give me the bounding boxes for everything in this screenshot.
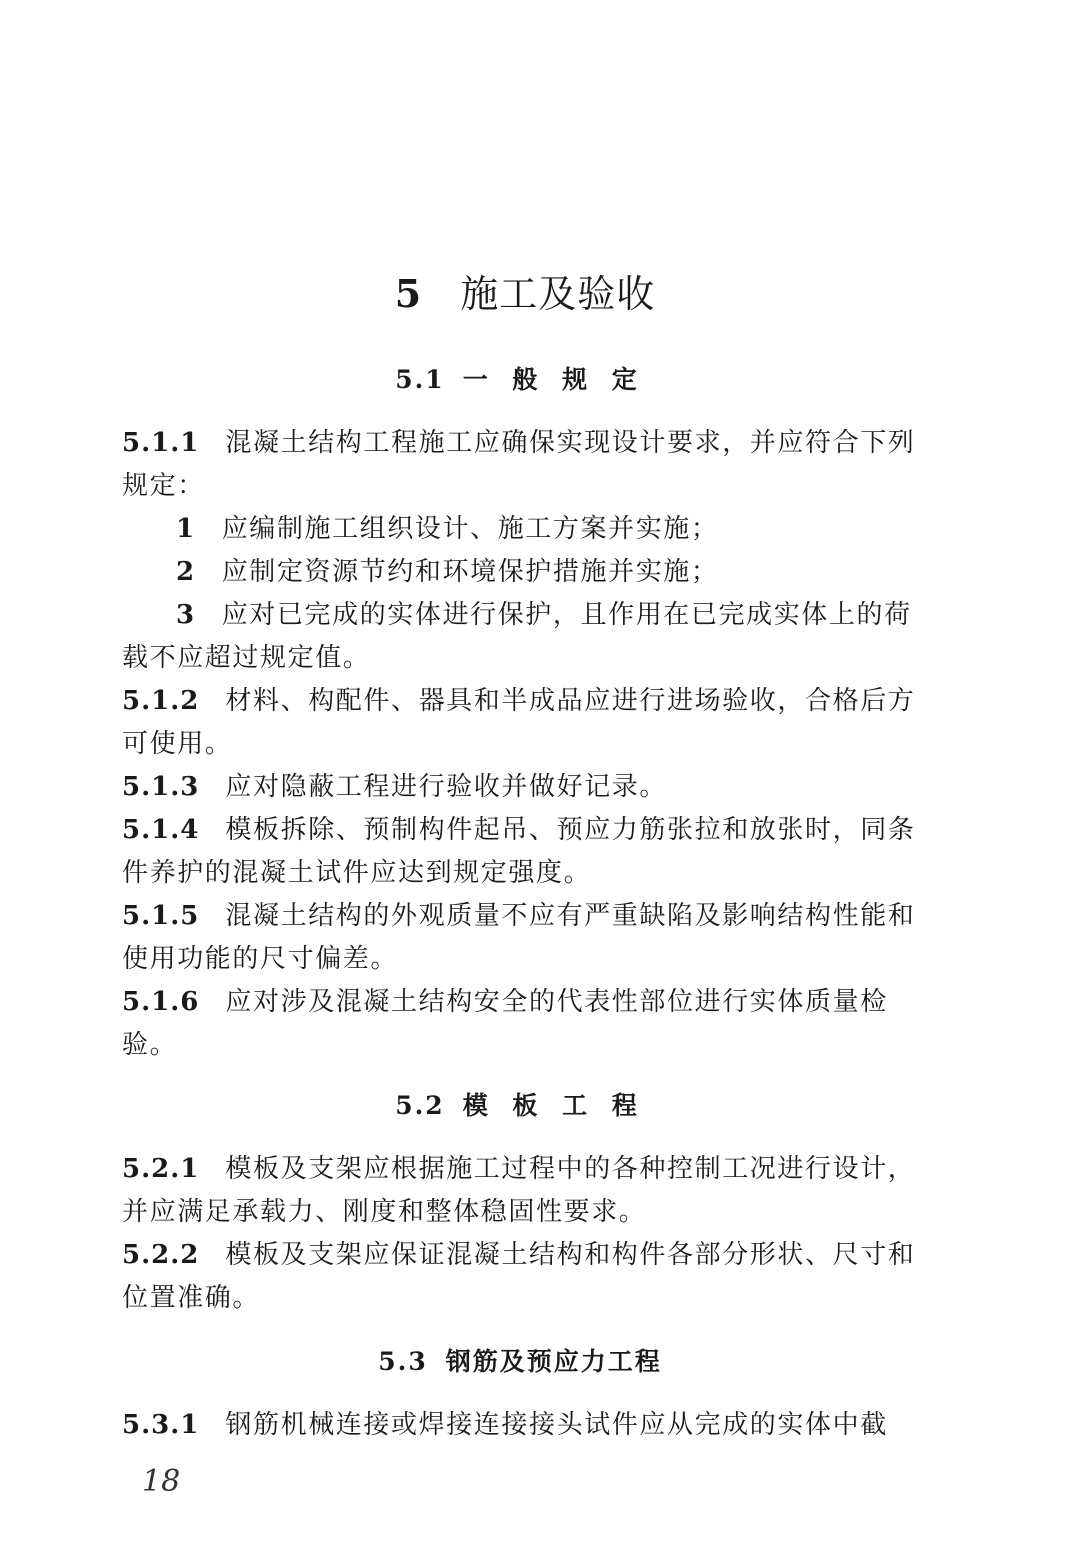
list-item-3 xyxy=(122,594,922,680)
clause-5-2-1 xyxy=(122,1148,922,1234)
clause-text: 应对隐蔽工程进行验收并做好记录。 xyxy=(225,772,667,802)
list-item-2 xyxy=(122,551,922,594)
clause-number: 5.1.5 xyxy=(122,901,200,931)
page-number: 18 xyxy=(142,1464,181,1499)
clause-5-3-1 xyxy=(122,1404,922,1447)
item-text: 应对已完成的实体进行保护，且作用在已完成实体上的荷载不应超过规定值。 xyxy=(122,600,912,673)
clause-number: 5.1.2 xyxy=(122,686,200,716)
clause-text: 混凝土结构的外观质量不应有严重缺陷及影响结构性能和使用功能的尺寸偏差。 xyxy=(122,901,916,974)
section-title-text: 模 板 工 程 xyxy=(462,1091,645,1120)
section-title-5-3 xyxy=(0,1342,1040,1382)
clause-text: 应对涉及混凝土结构安全的代表性部位进行实体质量检验。 xyxy=(122,987,888,1060)
clause-number: 5.1.1 xyxy=(122,428,200,458)
clause-text: 钢筋机械连接或焊接连接接头试件应从完成的实体中截 xyxy=(225,1410,888,1440)
clause-number: 5.2.1 xyxy=(122,1154,200,1184)
item-number: 1 xyxy=(176,514,196,544)
chapter-title xyxy=(0,268,1050,320)
clause-text: 模板及支架应保证混凝土结构和构件各部分形状、尺寸和位置准确。 xyxy=(122,1240,916,1313)
item-number: 3 xyxy=(176,600,196,630)
clause-text: 模板及支架应根据施工过程中的各种控制工况进行设计，并应满足承载力、刚度和整体稳固性要求。 xyxy=(122,1154,916,1227)
clause-number: 5.2.2 xyxy=(122,1240,200,1270)
clause-text: 混凝土结构工程施工应确保实现设计要求，并应符合下列规定： xyxy=(122,428,916,501)
section-number: 5.1 xyxy=(395,365,445,394)
section-title-text: 一 般 规 定 xyxy=(462,365,645,394)
chapter-title-text: 施工及验收 xyxy=(460,272,656,316)
clause-number: 5.3.1 xyxy=(122,1410,200,1440)
clause-text: 材料、构配件、器具和半成品应进行进场验收，合格后方可使用。 xyxy=(122,686,916,759)
section-number: 5.2 xyxy=(395,1091,445,1120)
clause-5-1-2 xyxy=(122,680,922,766)
clause-5-1-6 xyxy=(122,981,922,1067)
clause-text: 模板拆除、预制构件起吊、预应力筋张拉和放张时，同条件养护的混凝土试件应达到规定强度。 xyxy=(122,815,916,888)
section-title-5-2 xyxy=(0,1086,1040,1126)
clause-5-1-4 xyxy=(122,809,922,895)
clause-number: 5.1.6 xyxy=(122,987,200,1017)
list-item-1 xyxy=(122,508,922,551)
item-text: 应编制施工组织设计、施工方案并实施； xyxy=(221,514,719,544)
section-title-text: 钢筋及预应力工程 xyxy=(445,1347,662,1376)
clause-5-1-5 xyxy=(122,895,922,981)
item-text: 应制定资源节约和环境保护措施并实施； xyxy=(221,557,719,587)
chapter-number: 5 xyxy=(394,271,423,316)
clause-number: 5.1.3 xyxy=(122,772,200,802)
section-number: 5.3 xyxy=(378,1347,428,1376)
clause-5-1-1 xyxy=(122,422,922,508)
clause-5-1-3 xyxy=(122,766,922,809)
clause-number: 5.1.4 xyxy=(122,815,200,845)
item-number: 2 xyxy=(176,557,196,587)
section-title-5-1 xyxy=(0,360,1040,400)
clause-5-2-2 xyxy=(122,1234,922,1320)
